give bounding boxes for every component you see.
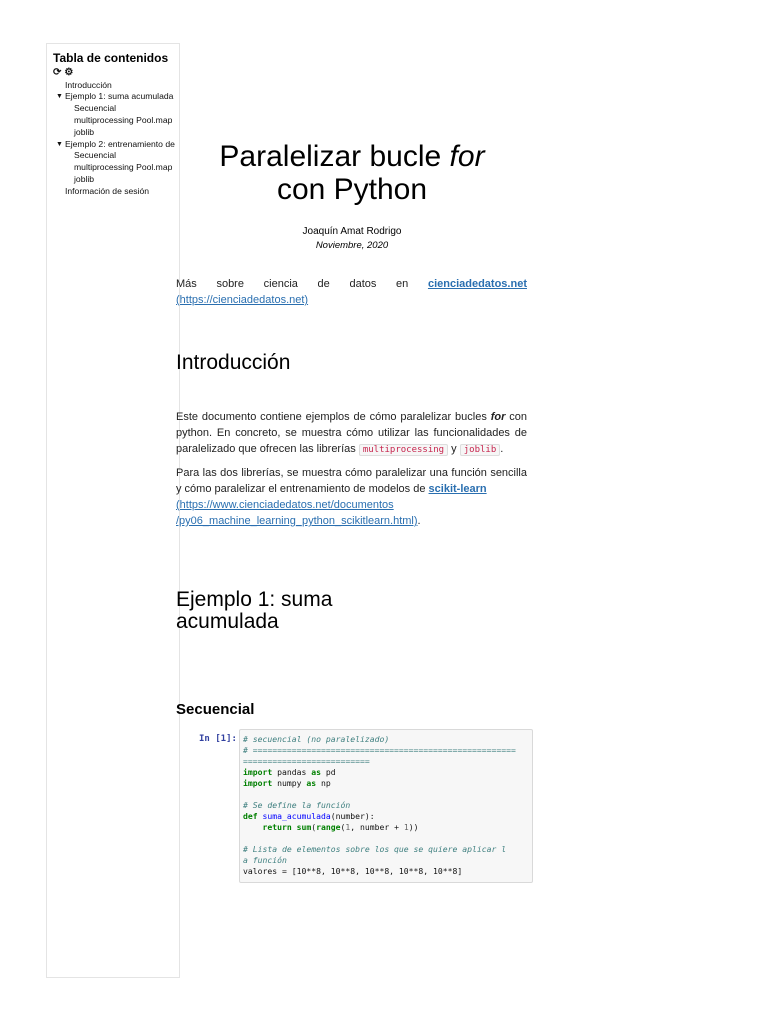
- title-line2: con Python: [276, 173, 428, 206]
- code-token: , number +: [350, 822, 404, 832]
- notebook-content: [176, 0, 528, 1024]
- caret-down-icon[interactable]: ▼: [56, 93, 63, 100]
- p2-end: .: [417, 515, 421, 527]
- scikit-learn-link[interactable]: scikit-learn: [428, 483, 487, 495]
- heading-ejemplo-1: [176, 589, 332, 633]
- toc-item-multiprocessing[interactable]: multiprocessing Pool.map: [74, 115, 173, 125]
- code-line: ==========================: [243, 756, 370, 766]
- toc-title: Tabla de contenidos: [53, 51, 169, 65]
- cell-prompt: In [1]:: [199, 734, 237, 744]
- toc-item-multiprocessing[interactable]: multiprocessing Pool.map: [74, 162, 173, 172]
- code-line-blank: [243, 833, 529, 844]
- p1-end: .: [500, 443, 504, 455]
- code-token: sum: [291, 822, 312, 832]
- code-token: as: [311, 767, 321, 777]
- code-token: range: [316, 822, 341, 832]
- code-token: )): [408, 822, 419, 832]
- title-emphasis: for: [449, 140, 485, 173]
- code-line: [243, 767, 529, 778]
- cienciadedatos-link[interactable]: cienciadedatos.net: [427, 278, 527, 290]
- author: Joaquín Amat Rodrigo: [302, 226, 402, 237]
- p2-text-a: Para las dos librerías, se muestra cómo paralelizar una función sencilla y cómo paralelizar el entrenamiento de modelos de: [176, 467, 527, 495]
- intro-paragraph-2: [176, 465, 527, 529]
- more-prefix: Más sobre ciencia de datos en: [176, 278, 428, 290]
- code-cell[interactable]: [239, 729, 533, 883]
- code-token: def: [243, 811, 258, 821]
- code-token: import: [243, 767, 273, 777]
- toc-item-ejemplo2[interactable]: Ejemplo 2: entrenamiento de: [65, 139, 175, 149]
- more-info-line: [176, 276, 527, 292]
- p1-emphasis: for: [490, 411, 506, 423]
- code-line: # ======================================================: [243, 745, 516, 755]
- toc-item-ejemplo1[interactable]: Ejemplo 1: suma acumulada: [65, 91, 174, 101]
- code-line: valores = [10**8, 10**8, 10**8, 10**8, 10**8]: [243, 866, 463, 876]
- code-line-blank: [243, 789, 529, 800]
- date: Noviembre, 2020: [315, 240, 389, 251]
- code-token: import: [243, 778, 273, 788]
- toc-item-secuencial[interactable]: Secuencial: [74, 103, 117, 113]
- code-token: (number):: [330, 811, 375, 821]
- code-joblib: joblib: [460, 444, 501, 456]
- code-token: numpy: [272, 778, 307, 788]
- cienciadedatos-url[interactable]: (https://cienciadedatos.net): [176, 294, 309, 306]
- code-token: (: [340, 822, 346, 832]
- toc-item-joblib[interactable]: joblib: [74, 174, 95, 184]
- p1-text-y: y: [448, 443, 460, 455]
- code-token: return: [262, 822, 292, 832]
- code-line: [243, 778, 529, 789]
- code-token: pandas: [272, 767, 312, 777]
- page-title: [176, 140, 528, 206]
- code-token: 1: [403, 822, 409, 832]
- code-line: a función: [243, 855, 287, 865]
- p1-text-b: con python. En concreto, se muestra cómo utilizar las funcionalidades de paralelizado que ofrecen las librerías: [176, 411, 527, 455]
- heading-introduccion: Introducción: [176, 351, 291, 374]
- scikit-learn-url-2[interactable]: /py06_machine_learning_python_scikitlearn.html): [176, 515, 418, 527]
- gear-icon[interactable]: ⚙: [64, 67, 74, 78]
- refresh-icon[interactable]: ⟳: [53, 67, 62, 78]
- toc-sidebar: [46, 43, 180, 978]
- code-token: (: [311, 822, 317, 832]
- toc-toolbar: [53, 67, 73, 79]
- toc-item-info-sesion[interactable]: Información de sesión: [65, 186, 150, 196]
- toc-item-joblib[interactable]: joblib: [74, 127, 95, 137]
- code-line: # secuencial (no paralelizado): [243, 734, 390, 744]
- code-token: pd: [320, 767, 336, 777]
- code-line: [243, 811, 529, 822]
- code-token: suma_acumulada: [257, 811, 331, 821]
- code-token: np: [316, 778, 331, 788]
- heading-secuencial: Secuencial: [176, 701, 255, 718]
- code-token: as: [306, 778, 317, 788]
- code-token: 1: [345, 822, 351, 832]
- code-line: [243, 822, 529, 833]
- intro-paragraph-1: [176, 409, 527, 458]
- toc-item-introduccion[interactable]: Introducción: [65, 80, 112, 90]
- code-token: [243, 822, 263, 832]
- heading-ejemplo-1-line1: Ejemplo 1: suma: [176, 588, 333, 611]
- more-info-url: [176, 292, 527, 308]
- toc-item-secuencial[interactable]: Secuencial: [74, 150, 117, 160]
- scikit-learn-url-1[interactable]: (https://www.cienciadedatos.net/documentos: [176, 499, 394, 511]
- code-line: # Se define la función: [243, 800, 351, 810]
- code-multiprocessing: multiprocessing: [359, 444, 448, 456]
- title-prefix: Paralelizar bucle: [219, 140, 450, 173]
- code-line: # Lista de elementos sobre los que se quiere aplicar l: [243, 844, 507, 854]
- caret-down-icon[interactable]: ▼: [56, 141, 63, 148]
- heading-ejemplo-1-line2: acumulada: [176, 610, 279, 633]
- p1-text-a: Este documento contiene ejemplos de cómo paralelizar bucles: [176, 411, 491, 423]
